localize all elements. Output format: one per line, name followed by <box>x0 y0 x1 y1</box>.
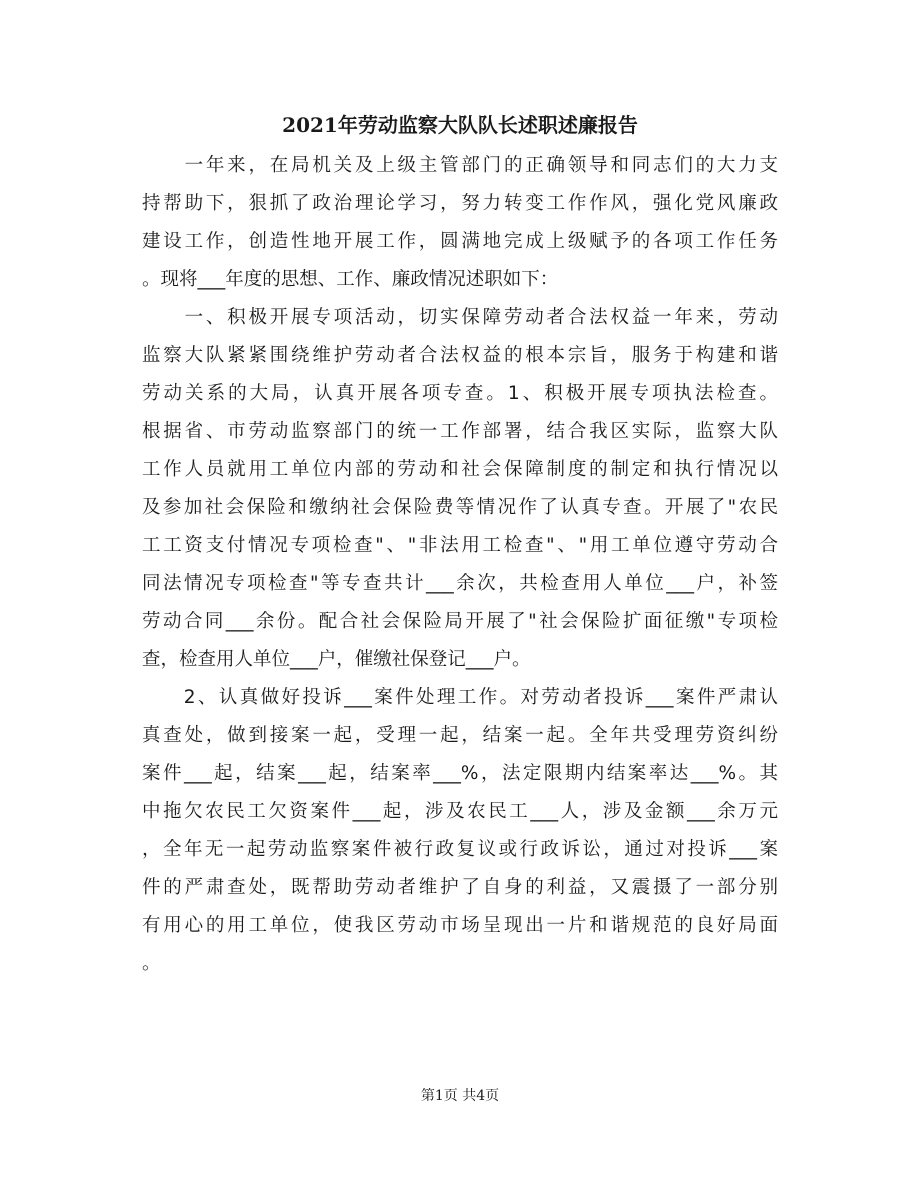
paragraph-section-2 <box>142 679 778 983</box>
text-line: 一、积极开展专项活动，切实保障劳动者合法权益一年来，劳动 <box>142 307 778 328</box>
text-line: 劳动合同___余份。配合社会保险局开展了"社会保险扩面征缴"专项检 <box>142 611 778 632</box>
text-line: 。现将___年度的思想、工作、廉政情况述职如下： <box>142 269 559 290</box>
text-line: 及参加社会保险和缴纳社会保险费等情况作了认真专查。开展了"农民 <box>142 497 778 518</box>
text-line: 中拖欠农民工欠资案件___起，涉及农民工___人，涉及金额___余万元 <box>142 801 778 822</box>
text-line: 案件___起，结案___起，结案率___%，法定限期内结案率达___%。其 <box>142 763 778 784</box>
text-line: 工作人员就用工单位内部的劳动和社会保障制度的制定和执行情况以 <box>142 459 778 480</box>
text-line: 监察大队紧紧围绕维护劳动者合法权益的根本宗旨，服务于构建和谐 <box>142 345 778 366</box>
text-line: 劳动关系的大局，认真开展各项专查。1、积极开展专项执法检查。 <box>142 383 778 404</box>
text-line: 查，检查用人单位___户，催缴社保登记___户。 <box>142 649 531 670</box>
text-line: 建设工作，创造性地开展工作，圆满地完成上级赋予的各项工作任务 <box>142 231 778 252</box>
text-line: 。 <box>142 953 161 974</box>
text-line: 一年来，在局机关及上级主管部门的正确领导和同志们的大力支 <box>142 155 778 176</box>
text-line: 2、认真做好投诉___案件处理工作。对劳动者投诉___案件严肃认 <box>142 687 778 708</box>
text-line: 工工资支付情况专项检查"、"非法用工检查"、"用工单位遵守劳动合 <box>142 535 778 556</box>
paragraph-section-1 <box>142 299 778 679</box>
document-body <box>142 147 778 983</box>
document-title: 2021年劳动监察大队队长述职述廉报告 <box>282 113 638 137</box>
text-line: 有用心的用工单位，使我区劳动市场呈现出一片和谐规范的良好局面 <box>142 915 778 936</box>
text-line: 真查处，做到接案一起，受理一起，结案一起。全年共受理劳资纠纷 <box>142 725 778 746</box>
page-footer: 第1页 共4页 <box>420 1088 500 1104</box>
text-line: 持帮助下，狠抓了政治理论学习，努力转变工作作风，强化党风廉政 <box>142 193 778 214</box>
text-line: 根据省、市劳动监察部门的统一工作部署，结合我区实际，监察大队 <box>142 421 778 442</box>
text-line: ，全年无一起劳动监察案件被行政复议或行政诉讼，通过对投诉___案 <box>142 839 778 860</box>
text-line: 件的严肃查处，既帮助劳动者维护了自身的利益，又震摄了一部分别 <box>142 877 778 898</box>
text-line: 同法情况专项检查"等专查共计___余次，共检查用人单位___户，补签 <box>142 573 778 594</box>
paragraph-intro <box>142 147 778 299</box>
